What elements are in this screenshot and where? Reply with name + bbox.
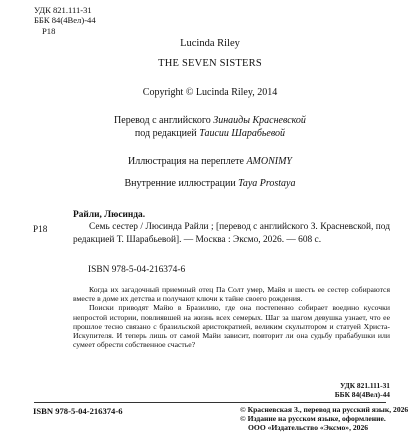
- footer-isbn: ISBN 978-5-04-216374-6: [33, 406, 123, 416]
- footer-divider: [34, 402, 386, 403]
- cover-prefix: Иллюстрация на переплете: [127, 156, 247, 167]
- bibliographic-author-code: Р18: [33, 224, 48, 234]
- translation-credits: [0, 115, 420, 140]
- cover-artist: AMONIMY: [246, 156, 292, 167]
- isbn-line: ISBN 978-5-04-216374-6: [88, 265, 186, 275]
- author-mark: Р18: [42, 25, 56, 36]
- classification-codes: [34, 5, 96, 36]
- original-copyright: Copyright © Lucinda Riley, 2014: [142, 87, 278, 98]
- bibliographic-entry: Семь сестер / Люсинда Райли ; [перевод с английского З. Красневской, под редакцией Т. Шарабьевой]. — Москва : Эксмо, 2026. — 608 с.: [73, 222, 390, 245]
- udk-code: УДК 821.111-31: [34, 5, 92, 15]
- annotation: [73, 285, 390, 349]
- rights-edition: © Издание на русском языке, оформление.: [240, 414, 386, 424]
- original-author: Lucinda Riley: [180, 38, 240, 49]
- translation-prefix: Перевод с английского: [114, 115, 214, 126]
- bibliographic-heading: Райли, Люсинда.: [73, 210, 146, 220]
- editor-line: [0, 128, 420, 141]
- cover-illustration-credit: [0, 156, 420, 167]
- rights-translation: © Красневская З., перевод на русский язык, 2026: [240, 405, 409, 414]
- translator-line: [0, 115, 420, 128]
- rights-publisher: ООО «Издательство «Эксмо», 2026: [248, 423, 369, 433]
- translator-name: Зинаиды Красневской: [213, 115, 306, 126]
- bibliographic-record: [73, 209, 390, 246]
- original-title: THE SEVEN SISTERS: [158, 58, 262, 69]
- editor-prefix: под редакцией: [134, 127, 200, 139]
- footer-udk: УДК 821.111-31: [339, 381, 390, 390]
- inner-prefix: Внутренние иллюстрации: [124, 178, 239, 189]
- inner-artist: Taya Prostaya: [238, 178, 296, 189]
- bbk-code: ББК 84(4Вел)-44: [34, 15, 96, 26]
- annotation-paragraph: Поиски приводят Майю в Бразилию, где она постепенно собирает воедино кусочки непростой истории, повлиявшей на жизнь всех семерых. Шаг за шагом девушка узнает, что ее прошлое тесно связано с бразильской аристократией, великим скульптором и статуей Христа-Искупителя. И теперь лишь от самой Майи зависит, повторит ли она судьбу прабабушки или сумеет обрести собственное счастье?: [73, 303, 390, 350]
- annotation-paragraph: Когда их загадочный приемный отец Па Солт умер, Майя и шесть ее сестер собираются вместе в доме их детства и получают ключи к тайне своего рождения.: [73, 285, 390, 304]
- footer-classification: [335, 382, 390, 400]
- footer-bbk: ББК 84(4Вел)-44: [334, 389, 390, 399]
- inner-illustration-credit: [0, 178, 420, 189]
- rights-notice: [240, 405, 415, 433]
- editor-name: Таисии Шарабьевой: [199, 127, 286, 139]
